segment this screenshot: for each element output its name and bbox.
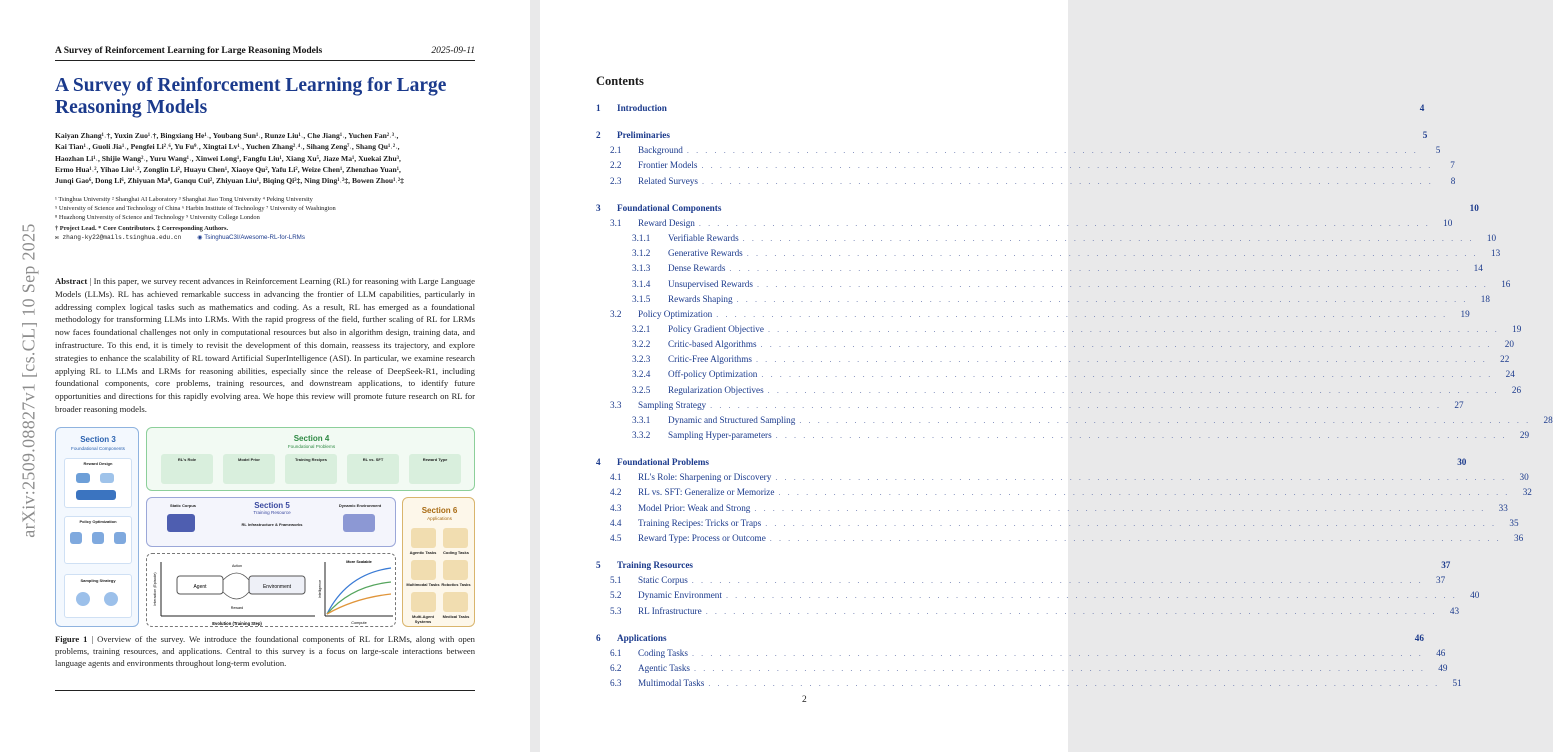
- arxiv-stamp-text: arXiv:2509.08827v1 [cs.CL] 10 Sep 2025: [18, 222, 39, 538]
- loop-x-axis-label: Evolution (Training Step): [212, 621, 262, 626]
- toc-entry-title: RL Infrastructure: [638, 605, 702, 616]
- toc-entry-title: Frontier Models: [638, 160, 698, 171]
- toc-subsection-entry[interactable]: [610, 399, 1464, 413]
- author-line: Junqi Gao⁶, Dong Li⁶, Zhiyuan Ma⁸, Ganqu Cui², Zhiyuan Liu¹, Biqing Qi²‡, Ning Ding¹˒²‡, Bowen Zhou¹˒²‡: [55, 176, 404, 186]
- static-corpus-label: Static Corpus: [169, 503, 196, 508]
- toc-subsubsection-entry[interactable]: [632, 233, 1497, 246]
- sampling-icon: [104, 592, 118, 606]
- toc-subsubsection-entry[interactable]: [632, 323, 1522, 337]
- toc-entry-number: 3.1.4: [632, 278, 651, 289]
- sampling-icon: [76, 592, 90, 606]
- toc-entry-page: 13: [1490, 248, 1501, 259]
- toc-entry-number: 3.2.5: [632, 384, 651, 395]
- toc-dot-leader: . . . . . . . . . . . . . . . . . . . . . . . . . . . . . . . . . . . . . . . . . . . . . . . . . . . . . . . . . . . . . . . . . . . . . . . . . . . . . . . .: [754, 503, 1486, 513]
- abstract-text: In this paper, we survey recent advances in Reinforcement Learning (RL) for reasoning with Large Language Models (LLMs). RL has achieved remarkable success in advancing the frontier of LLM capabilities, particularly in addressing complex logical tasks such as mathematics and coding. As a result, RL has emerged as a foundational methodology for transforming LLMs into LRMs. With the rapid progress of the field, further scaling of RL for LRMs now faces foundational challenges not only in computational resources but also in algorithm design, training data, and infrastructure. To this end, it is timely to revisit the development of this domain, reassess its trajectory, and explore strategies to enhance the scalability of RL toward Artificial SuperIntelligence (ASI). In particular, we examine research applying RL to LLMs and LRMs for reasoning abilities, especially since the release of DeepSeek-R1, including foundational components, core problems, training resources, and downstream applications, to identify future opportunities and directions for this rapidly evolving area. We hope this review will promote future research on RL for broader reasoning models.: [55, 276, 475, 414]
- toc-entry-title: Preliminaries: [617, 130, 670, 141]
- figure-section-4-box: [146, 427, 475, 491]
- toc-subsubsection-entry[interactable]: [632, 339, 1514, 352]
- toc-dot-leader: . . . . . . . . . . . . . . . . . . . . . . . . . . . . . . . . . . . . . . . . . . . . . . . . . . . . . . . . . . . . . . . . . . . . . . . . . . . . . . . .: [767, 385, 1500, 395]
- toc-dot-leader: . . . . . . . . . . . . . . . . . . . . . . . . . . . . . . . . . . . . . . . . . . . . . . . . . . . . . . . . . . . . . . . . . . . . . . . . . . . . . . . .: [694, 663, 1426, 673]
- agent-environment-panel: [146, 553, 396, 627]
- toc-entry-number: 2: [596, 130, 601, 141]
- toc-entry-number: 3.3: [610, 399, 622, 410]
- application-label: Medical Tasks: [442, 614, 470, 619]
- toc-dot-leader: . . . . . . . . . . . . . . . . . . . . . . . . . . . . . . . . . . . . . . . . . . . . . . . . . . . . . . . . . . . . . . . . . . . . . . . . . . . . . . . .: [769, 533, 1502, 543]
- toc-entry-page: 10: [1443, 217, 1453, 228]
- toc-entry-title: Rewards Shaping: [668, 293, 733, 304]
- toc-subsection-entry[interactable]: [610, 308, 1470, 322]
- application-icon: [443, 560, 468, 580]
- toc-section-entry[interactable]: [596, 130, 1428, 143]
- toc-entry-number: 3.2.3: [632, 354, 651, 365]
- environment-icon: [343, 514, 375, 532]
- toc-entry-title: Applications: [617, 632, 667, 643]
- github-icon: ◉: [197, 234, 203, 241]
- running-head-date: 2025-09-11: [431, 46, 475, 56]
- toc-entry-page: 7: [1450, 160, 1455, 171]
- toc-dot-leader: . . . . . . . . . . . . . . . . . . . . . . . . . . . . . . . . . . . . . . . . . . . . . . . . . . . . . . . . . . . . . . . . . . . . . . . . . . . . . . . .: [761, 370, 1493, 380]
- overview-figure: [55, 427, 475, 627]
- toc-entry-title: Dense Rewards: [668, 263, 726, 274]
- toc-entry-title: Related Surveys: [638, 175, 698, 186]
- toc-dot-leader: . . . . . . . . . . . . . . . . . . . . . . . . . . . . . . . . . . . . . . . . . . . . . . . . . . . . . . . . . . . . . . . . . . . . . . . . . . . . . . . .: [746, 249, 1479, 259]
- toc-section-entry[interactable]: [596, 202, 1479, 216]
- reward-icon: [100, 473, 114, 483]
- toc-entry-title: Reward Type: Process or Outcome: [638, 532, 766, 543]
- toc-entry-number: 6.1: [610, 647, 622, 658]
- toc-entry-title: Training Recipes: Tricks or Traps: [638, 517, 762, 528]
- affiliation-line: ¹ Tsinghua University ² Shanghai AI Laboratory ³ Shanghai Jiao Tong University ⁴ Peking University: [55, 196, 313, 203]
- toc-entry-page: 29: [1519, 430, 1530, 440]
- toc-entry-title: Critic-based Algorithms: [668, 339, 757, 350]
- toc-subsubsection-entry[interactable]: [632, 430, 1530, 443]
- environment-label: Environment: [262, 584, 292, 590]
- toc-entry-page: 37: [1441, 560, 1451, 571]
- toc-subsubsection-entry[interactable]: [632, 293, 1490, 307]
- toc-entry-page: 35: [1509, 517, 1519, 528]
- abstract-label: Abstract: [55, 276, 88, 286]
- dynamic-environment-label: Dynamic Environment: [338, 503, 382, 508]
- toc-entry-page: 40: [1470, 590, 1480, 601]
- toc-subsection-entry[interactable]: [610, 678, 1462, 691]
- toc-dot-leader: . . . . . . . . . . . . . . . . . . . . . . . . . . . . . . . . . . . . . . . . . . . . . . . . . . . . . . . . . . . . . . . . . . . . . . . . . . . . . . . .: [799, 415, 1531, 425]
- figure-section-6-box: [402, 497, 475, 627]
- toc-entry-title: Multimodal Tasks: [638, 678, 705, 689]
- figure-section-5-title: Section 5: [254, 501, 290, 510]
- toc-entry-page: 5: [1435, 145, 1441, 156]
- toc-entry-page: 14: [1473, 263, 1483, 274]
- toc-dot-leader: . . . . . . . . . . . . . . . . . . . . . . . . . . . . . . . . . . . . . . . . . . . . . . . . . . . . . . . . . . . . . . . . . . . . . . . . . . . . . . . .: [725, 591, 1458, 601]
- toc-subsection-entry[interactable]: [610, 575, 1446, 588]
- agent-environment-diagram: [147, 554, 397, 628]
- toc-entry-number: 1: [596, 103, 601, 113]
- paper-title: [55, 75, 475, 119]
- paper-page-left: [0, 0, 530, 752]
- toc-entry-page: 5: [1422, 130, 1428, 141]
- toc-dot-leader: . . . . . . . . . . . . . . . . . . . . . . . . . . . . . . . . . . . . . . . . . . . . . . . . . . . . . . . . . . . . . . . . . . . . . . . . . . . . . . . .: [708, 679, 1440, 689]
- toc-dot-leader: . . . . . . . . . . . . . . . . . . . . . . . . . . . . . . . . . . . . . . . . . . . . . . . . . . . . . . . . . . . . . . . . . . . . . . . . . . . . . . . .: [767, 324, 1500, 334]
- toc-entry-page: 8: [1450, 175, 1456, 186]
- toc-entry-page: 28: [1543, 414, 1553, 425]
- toc-entry-title: RL vs. SFT: Generalize or Memorize: [638, 487, 775, 498]
- affiliation-line: ⁸ Huazhong University of Science and Technology ⁹ University College London: [55, 214, 260, 221]
- toc-entry-number: 3.3.2: [632, 430, 651, 440]
- toc-entry-page: 20: [1504, 339, 1514, 350]
- toc-entry-page: 19: [1512, 323, 1522, 334]
- toc-entry-page: 4: [1419, 103, 1425, 113]
- loop-y-axis-label: Interaction (Episode): [153, 572, 157, 606]
- header-rule: [55, 60, 475, 61]
- running-head-title: A Survey of Reinforcement Learning for Large Reasoning Models: [55, 46, 323, 56]
- toc-dot-leader: . . . . . . . . . . . . . . . . . . . . . . . . . . . . . . . . . . . . . . . . . . . . . . . . . . . . . . . . . . . . . . . . . . . . . . . . . . . . . . . .: [698, 218, 1431, 228]
- toc-entry-number: 2.2: [610, 160, 622, 171]
- toc-entry-page: 10: [1469, 202, 1479, 213]
- toc-dot-leader: . . . . . . . . . . . . . . . . . . . . . . . . . . . . . . . . . . . . . . . . . . . . . . . . . . . . . . . . . . . . . . . . . . . . . . . . . . . . . . . .: [755, 355, 1488, 365]
- toc-subsection-entry[interactable]: [610, 175, 1456, 189]
- toc-subsubsection-entry[interactable]: [632, 248, 1501, 261]
- figure-section-3-subtitle: Foundational Components: [71, 446, 125, 451]
- toc-entry-page: 27: [1454, 399, 1464, 410]
- toc-dot-leader: . . . . . . . . . . . . . . . . . . . . . . . . . . . . . . . . . . . . . . . . . . . . . . . . . . . . . . . . . . . . . . . . . . . . . . . . . . . . . . . .: [701, 176, 1434, 186]
- author-list: [55, 130, 475, 186]
- toc-entry-title: Coding Tasks: [638, 647, 688, 658]
- toc-subsection-entry[interactable]: [610, 487, 1532, 500]
- toc-entry-page: 24: [1505, 369, 1515, 380]
- toc-entry-title: Model Prior: Weak and Strong: [638, 502, 751, 513]
- toc-entry-title: Policy Optimization: [638, 308, 713, 319]
- toc-entry-title: Off-policy Optimization: [668, 369, 758, 380]
- application-icon: [411, 528, 436, 548]
- github-link[interactable]: [197, 233, 305, 242]
- sampling-strategy-label: Sampling Strategy: [80, 578, 116, 583]
- footer-rule: [55, 690, 475, 691]
- reward-design-label: Reward Design: [83, 461, 113, 466]
- toc-section-entry[interactable]: [596, 632, 1424, 646]
- toc-entry-number: 3.2.1: [632, 323, 651, 334]
- toc-dot-leader: . . . . . . . . . . . . . . . . . . . . . . . . . . . . . . . . . . . . . . . . . . . . . . . . . . . . . . . . . . . . . . . . . . . . . . . . . . . . . . . .: [756, 279, 1489, 289]
- toc-entry-page: 30: [1457, 457, 1467, 468]
- application-label: Multi-Agent Systems: [412, 614, 434, 624]
- toc-entry-title: Verifiable Rewards: [668, 233, 739, 244]
- toc-dot-leader: . . . . . . . . . . . . . . . . . . . . . . . . . . . . . . . . . . . . . . . . . . . . . . . . . . . . . . . . . . . . . . . . . . . . . . . . . . . . . . . .: [775, 431, 1508, 440]
- figure-section-3-title: Section 3: [80, 435, 116, 444]
- toc-entry-title: Reward Design: [638, 217, 695, 228]
- toc-entry-number: 3.3.1: [632, 414, 651, 425]
- toc-subsection-entry[interactable]: [610, 472, 1529, 485]
- application-icon: [443, 592, 468, 612]
- toc-subsection-entry[interactable]: [610, 532, 1524, 546]
- toc-entry-number: 6: [596, 632, 601, 643]
- toc-entry-number: 3: [596, 202, 601, 213]
- toc-entry-number: 4: [596, 457, 601, 468]
- author-notes: † Project Lead. * Core Contributors. ‡ Corresponding Authors.: [55, 225, 229, 232]
- policy-icon: [70, 532, 82, 544]
- toc-entry-number: 5.3: [610, 605, 622, 616]
- toc-section-entry[interactable]: [596, 103, 1425, 116]
- toc-subsection-entry[interactable]: [610, 160, 1455, 173]
- toc-entry-title: Training Resources: [617, 560, 693, 571]
- toc-entry-number: 5.1: [610, 575, 622, 586]
- toc-subsubsection-entry[interactable]: [632, 263, 1483, 276]
- toc-dot-leader: . . . . . . . . . . . . . . . . . . . . . . . . . . . . . . . . . . . . . . . . . . . . . . . . . . . . . . . . . . . . . . . . . . . . . . . . . . . . . . . .: [729, 264, 1461, 274]
- toc-subsubsection-entry[interactable]: [632, 414, 1553, 428]
- toc-entry-title: Foundational Problems: [617, 457, 709, 468]
- github-link-text: TsinghuaC3I/Awesome-RL-for-LRMs: [204, 234, 305, 241]
- toc-entry-page: 43: [1449, 605, 1460, 616]
- problem-card-label: RL vs. SFT: [362, 457, 384, 462]
- toc-entry-number: 3.1.2: [632, 248, 651, 259]
- scaling-curve: [327, 568, 391, 614]
- application-label: Coding Tasks: [443, 550, 469, 555]
- figure-section-5-subtitle: Training Resource: [253, 510, 291, 515]
- toc-subsection-entry[interactable]: [610, 217, 1453, 231]
- toc-entry-number: 3.1.1: [632, 233, 651, 244]
- toc-entry-number: 3.2.4: [632, 369, 651, 380]
- toc-entry-page: 46: [1436, 647, 1446, 658]
- policy-icon: [114, 532, 126, 544]
- figure-section-6-title: Section 6: [421, 506, 458, 515]
- toc-subsection-entry[interactable]: [610, 647, 1446, 661]
- corpus-icon: [167, 514, 195, 532]
- toc-entry-number: 4.5: [610, 532, 622, 543]
- toc-dot-leader: . . . . . . . . . . . . . . . . . . . . . . . . . . . . . . . . . . . . . . . . . . . . . . . . . . . . . . . . . . . . . . . . . . . . . . . . . . . . . . . .: [691, 648, 1424, 658]
- author-line: Haozhan Li¹˒, Shijie Wang²˒, Yuru Wang¹˒, Xinwei Long¹, Fangfu Liu¹, Xiang Xu⁵, Jiaze Ma¹, Xuekai Zhu³,: [55, 153, 401, 163]
- arxiv-stamp: [14, 200, 44, 560]
- toc-subsubsection-entry[interactable]: [632, 384, 1522, 398]
- toc-entry-title: Introduction: [617, 103, 667, 113]
- toc-entry-number: 4.2: [610, 487, 622, 498]
- contents-heading: Contents: [596, 74, 644, 88]
- policy-icon: [92, 532, 104, 544]
- reward-icon: [76, 473, 90, 483]
- toc-dot-leader: . . . . . . . . . . . . . . . . . . . . . . . . . . . . . . . . . . . . . . . . . . . . . . . . . . . . . . . . . . . . . . . . . . . . . . . . . . . . . . . .: [778, 488, 1510, 498]
- toc-entry-title: Regularization Objectives: [668, 384, 764, 395]
- action-arrow: [223, 573, 249, 580]
- toc-dot-leader: . . . . . . . . . . . . . . . . . . . . . . . . . . . . . . . . . . . . . . . . . . . . . . . . . . . . . . . . . . . . . . . . . . . . . . . . . . . . . . . .: [760, 340, 1492, 350]
- toc-entry-page: 51: [1452, 678, 1462, 689]
- toc-entry-title: Dynamic and Structured Sampling: [668, 414, 796, 425]
- toc-entry-number: 3.2: [610, 308, 622, 319]
- toc-entry-title: Sampling Hyper-parameters: [668, 430, 772, 440]
- affiliations: [55, 195, 475, 242]
- toc-subsubsection-entry[interactable]: [632, 369, 1515, 382]
- toc-dot-leader: . . . . . . . . . . . . . . . . . . . . . . . . . . . . . . . . . . . . . . . . . . . . . . . . . . . . . . . . . . . . . . . . . . . . . . . . . . . . . . . .: [765, 518, 1497, 528]
- policy-optimization-label: Policy Optimization: [79, 519, 117, 524]
- toc-subsection-entry[interactable]: [610, 145, 1441, 158]
- reward-label: Reward: [230, 606, 244, 610]
- toc-entry-page: 16: [1501, 278, 1511, 289]
- toc-section-entry[interactable]: [596, 560, 1451, 573]
- toc-entry-number: 4.4: [610, 517, 622, 528]
- problem-card-label: Training Recipes: [294, 457, 327, 462]
- toc-entry-page: 32: [1522, 487, 1532, 498]
- toc-entry-number: 5: [596, 560, 601, 571]
- toc-entry-title: Unsupervised Rewards: [668, 278, 753, 289]
- figure-caption-label: Figure 1: [55, 634, 88, 644]
- toc-entry-page: 46: [1414, 632, 1424, 643]
- application-icon: [411, 592, 436, 612]
- toc-entry-title: Sampling Strategy: [638, 399, 707, 410]
- paper-page-right: [540, 0, 1553, 752]
- toc-subsection-entry[interactable]: [610, 517, 1519, 531]
- toc-entry-number: 5.2: [610, 590, 622, 601]
- curve-annotation: More Scalable: [346, 560, 372, 564]
- toc-entry-number: 3.1.3: [632, 263, 651, 274]
- toc-dot-leader: . . . . . . . . . . . . . . . . . . . . . . . . . . . . . . . . . . . . . . . . . . . . . . . . . . . . . . . . . . . . . . . . . . . . . . . . . . . . . . . .: [701, 161, 1433, 171]
- toc-entry-number: 4.3: [610, 502, 622, 513]
- toc-entry-page: 37: [1435, 575, 1446, 586]
- toc-subsection-entry[interactable]: [610, 590, 1480, 603]
- abstract: Abstract | In this paper, we survey recent advances in Reinforcement Learning (RL) for reasoning with Large Language Models (LLMs). RL has achieved remarkable success in advancing the frontier of LLM capabilities, particularly in addressing complex logical tasks such as mathematics and coding. As a result, RL has emerged as a foundational methodology for transforming LLMs into LRMs. With the rapid progress of the field, further scaling of RL for LRMs now faces foundational challenges not only in computational resources but also in algorithm design, training data, and infrastructure. To this end, it is timely to revisit the development of this domain, reassess its trajectory, and explore strategies to enhance the scalability of RL toward Artificial SuperIntelligence (ASI). In particular, we examine research applying RL to LLMs and LRMs for reasoning abilities, especially since the release of DeepSeek-R1, including foundational components, core problems, training resources, and downstream applications, to identify future opportunities and directions for this rapidly evolving area. We hope this review will promote future research on RL for broader reasoning models.: [55, 276, 475, 414]
- toc-dot-leader: . . . . . . . . . . . . . . . . . . . . . . . . . . . . . . . . . . . . . . . . . . . . . . . . . . . . . . . . . . . . . . . . . . . . . . . . . . . . . . . .: [705, 606, 1438, 616]
- rl-infrastructure-label: RL Infrastructure & Frameworks: [241, 522, 303, 527]
- toc-entry-number: 2.3: [610, 175, 622, 186]
- problem-card-label: Reward Type: [422, 457, 448, 462]
- figure-caption: Figure 1 | Overview of the survey. We introduce the foundational components of RL for LRMs, along with open problems, training resources, and applications. Central to this survey is a focus on large-scale interactions between language agents and environments throughout long-term evolution.: [55, 634, 475, 668]
- toc-entry-page: 30: [1519, 472, 1529, 483]
- toc-entry-page: 36: [1514, 532, 1524, 543]
- toc-subsubsection-entry[interactable]: [632, 278, 1511, 292]
- toc-dot-leader: . . . . . . . . . . . . . . . . . . . . . . . . . . . . . . . . . . . . . . . . . . . . . . . . . . . . . . . . . . . . . . . . . . . . . . . . . . . . . . . .: [742, 234, 1475, 244]
- toc-entry-title: Generative Rewards: [668, 248, 743, 259]
- paper-title-line-1: A Survey of Reinforcement Learning for Large: [55, 75, 447, 96]
- toc-entry-page: 19: [1460, 308, 1470, 319]
- toc-section-entry[interactable]: [596, 457, 1467, 470]
- toc-entry-title: RL's Role: Sharpening or Discovery: [638, 472, 772, 483]
- figure-section-6-subtitle: Applications: [427, 516, 452, 521]
- agent-label: Agent: [193, 584, 207, 590]
- figure-caption-text: Overview of the survey. We introduce the foundational components of RL for LRMs, along with open problems, training resources, and applications. Central to this survey is a focus on large-scale interactions between language agents and environments throughout long-term evolution.: [55, 634, 475, 668]
- toc-entry-title: Agentic Tasks: [638, 662, 691, 673]
- toc-entry-number: 3.1: [610, 217, 622, 228]
- figure-section-3-box: [55, 427, 139, 627]
- figure-section-4-subtitle: Foundational Problems: [287, 444, 336, 449]
- toc-dot-leader: . . . . . . . . . . . . . . . . . . . . . . . . . . . . . . . . . . . . . . . . . . . . . . . . . . . . . . . . . . . . . . . . . . . . . . . . . . . . . . . .: [775, 473, 1507, 483]
- application-label: Multimodal Tasks: [406, 582, 440, 587]
- toc-entry-page: 26: [1511, 384, 1522, 395]
- toc-entry-number: 4.1: [610, 472, 622, 483]
- curve-x-axis-label: Compute: [351, 621, 367, 625]
- toc-entry-title: Critic-Free Algorithms: [668, 354, 752, 365]
- toc-dot-leader: . . . . . . . . . . . . . . . . . . . . . . . . . . . . . . . . . . . . . . . . . . . . . . . . . . . . . . . . . . . . . . . . . . . . . . . . . . . . . . . .: [686, 146, 1419, 156]
- contact-email[interactable]: ✉ zhang-ky22@mails.tsinghua.edu.cn: [55, 234, 182, 241]
- toc-entry-page: 49: [1438, 662, 1448, 673]
- toc-entry-number: 6.3: [610, 678, 622, 689]
- running-head: [55, 46, 475, 56]
- application-label: Agentic Tasks: [409, 550, 437, 555]
- toc-entry-title: Dynamic Environment: [638, 590, 722, 601]
- figure-section-5-box: [146, 497, 396, 547]
- toc-dot-leader: . . . . . . . . . . . . . . . . . . . . . . . . . . . . . . . . . . . . . . . . . . . . . . . . . . . . . . . . . . . . . . . . . . . . . . . . . . . . . . . .: [736, 294, 1468, 304]
- toc-dot-leader: . . . . . . . . . . . . . . . . . . . . . . . . . . . . . . . . . . . . . . . . . . . . . . . . . . . . . . . . . . . . . . . . . . . . . . . . . . . . . . . .: [691, 576, 1424, 586]
- toc-entry-title: Policy Gradient Objective: [668, 323, 764, 334]
- curve-y-axis-label: Intelligence: [318, 579, 322, 599]
- reward-icon: [76, 490, 116, 500]
- application-icon: [443, 528, 468, 548]
- problem-card-label: Model Prior: [237, 457, 260, 462]
- toc-entry-number: 3.1.5: [632, 293, 651, 304]
- toc-entry-number: 2.1: [610, 145, 622, 156]
- action-label: Action: [232, 564, 242, 568]
- reward-arrow: [223, 592, 249, 599]
- toc-entry-title: Static Corpus: [638, 575, 688, 586]
- toc-entry-number: 6.2: [610, 662, 622, 673]
- paper-title-line-2: Reasoning Models: [55, 97, 208, 118]
- figure-section-4-title: Section 4: [293, 434, 330, 443]
- toc-entry-title: Foundational Components: [617, 202, 722, 213]
- problem-card-label: RL's Role: [177, 457, 197, 462]
- toc-entry-number: 3.2.2: [632, 339, 651, 350]
- toc-entry-title: Background: [638, 145, 683, 156]
- author-line: Ermo Hua¹˒², Yihao Liu¹˒², Zonglin Li², Huayu Chen¹, Xiaoye Qu², Yafu Li², Weize Chen¹, Zhenzhao Yuan¹,: [55, 164, 401, 174]
- application-icon: [411, 560, 436, 580]
- toc-subsection-entry[interactable]: [610, 502, 1508, 516]
- toc-subsection-entry[interactable]: [610, 605, 1460, 619]
- toc-subsection-entry[interactable]: [610, 662, 1448, 676]
- page-number: 2: [802, 695, 807, 705]
- author-line: Kai Tian¹˒, Guoli Jia¹˒, Pengfei Li²˒⁶, Yu Fu⁹˒, Xingtai Lv¹˒, Yuchen Zhang²˒⁴˒, Sihang Zeng⁷˒, Shang Qu¹˒²˒,: [55, 142, 400, 152]
- toc-dot-leader: . . . . . . . . . . . . . . . . . . . . . . . . . . . . . . . . . . . . . . . . . . . . . . . . . . . . . . . . . . . . . . . . . . . . . . . . . . . . . . . .: [716, 309, 1448, 319]
- toc-entry-page: 10: [1486, 233, 1497, 244]
- contact-row: [55, 233, 475, 242]
- toc-dot-leader: . . . . . . . . . . . . . . . . . . . . . . . . . . . . . . . . . . . . . . . . . . . . . . . . . . . . . . . . . . . . . . . . . . . . . . . . . . . . . . . .: [710, 400, 1442, 410]
- toc-entry-page: 18: [1480, 293, 1490, 304]
- application-label: Robotics Tasks: [441, 582, 471, 587]
- toc-entry-page: 22: [1500, 354, 1510, 365]
- toc-subsubsection-entry[interactable]: [632, 354, 1510, 367]
- author-line: Kaiyan Zhang¹˒†, Yuxin Zuo¹˒†, Bingxiang He¹˒, Youbang Sun¹˒, Runze Liu¹˒, Che Jiang¹˒, Yuchen Fan²˒³˒,: [55, 131, 399, 140]
- toc-entry-page: 33: [1498, 502, 1508, 513]
- affiliation-line: ⁵ University of Science and Technology of China ⁶ Harbin Institute of Technology ⁷ University of Washington: [55, 205, 336, 212]
